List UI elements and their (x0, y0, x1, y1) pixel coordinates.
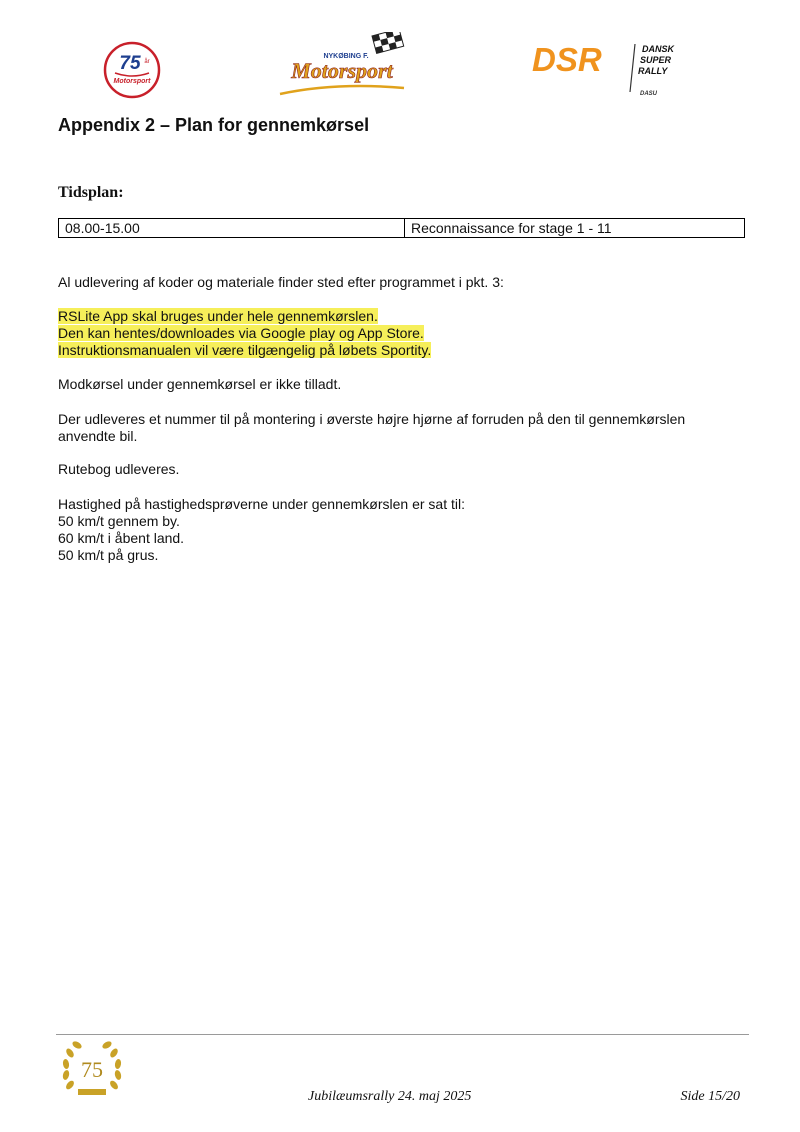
dansk-super-rally-logo (532, 40, 694, 98)
paragraph-line: anvendte bil. (58, 428, 138, 444)
anniv-word: Motorsport (113, 78, 151, 85)
highlight-line: RSLite App skal bruges under hele gennemkørslen. (58, 308, 378, 324)
speed-intro: Hastighed på hastighedsprøverne under gennemkørslen er sat til: (58, 496, 465, 512)
schedule-time: 08.00-15.00 (59, 219, 405, 238)
page-number: Side 15/20 (680, 1089, 740, 1104)
dsr-sub: DASU (640, 91, 658, 97)
paragraph-no-oncoming: Modkørsel under gennemkørsel er ikke tilladt. (58, 376, 342, 392)
paragraph-roadbook: Rutebog udleveres. (58, 461, 180, 477)
speed-item: 50 km/t gennem by. (58, 513, 180, 529)
paragraph-distribution: Al udlevering af koder og materiale finder sted efter programmet i pkt. 3: (58, 274, 504, 290)
schedule-activity: Reconnaissance for stage 1 - 11 (405, 219, 745, 238)
page-title: Appendix 2 – Plan for gennemkørsel (58, 115, 370, 135)
75-year-anniversary-logo (103, 41, 161, 99)
anniv-unit: år (144, 59, 150, 65)
dsr-mark: DSR (532, 41, 602, 78)
table-row (59, 219, 745, 238)
paragraph-line: Der udleveres et nummer til på montering i øverste højre hjørne af forruden på den til gennemkørslen (58, 411, 686, 427)
laurel-wreath-icon (56, 1037, 128, 1099)
highlight-line: Den kan hentes/downloades via Google play og App Store. (58, 325, 424, 341)
schedule-table (58, 218, 745, 238)
nykobing-motorsport-logo (276, 32, 414, 98)
dsr-line2: SUPER (640, 55, 672, 65)
highlighted-block (58, 308, 431, 359)
schedule-heading: Tidsplan: (58, 184, 124, 201)
motorsport-word: Motorsport (291, 58, 393, 83)
speed-item: 60 km/t i åbent land. (58, 530, 185, 546)
footer-event: Jubilæumsrally 24. maj 2025 (308, 1089, 472, 1104)
speed-limits (58, 496, 465, 564)
badge-number: 75 (81, 1057, 103, 1082)
anniv-number: 75 (119, 53, 141, 74)
dsr-line3: RALLY (638, 66, 668, 76)
highlight-line: Instruktionsmanualen vil være tilgængelig på løbets Sportity. (58, 342, 432, 358)
dsr-line1: DANSK (642, 44, 675, 54)
speed-item: 50 km/t på grus. (58, 547, 159, 563)
motorsport-small-text: NYKØBING F. (323, 53, 369, 60)
footer-divider (56, 1034, 749, 1035)
paragraph-number-mounting (58, 411, 685, 445)
